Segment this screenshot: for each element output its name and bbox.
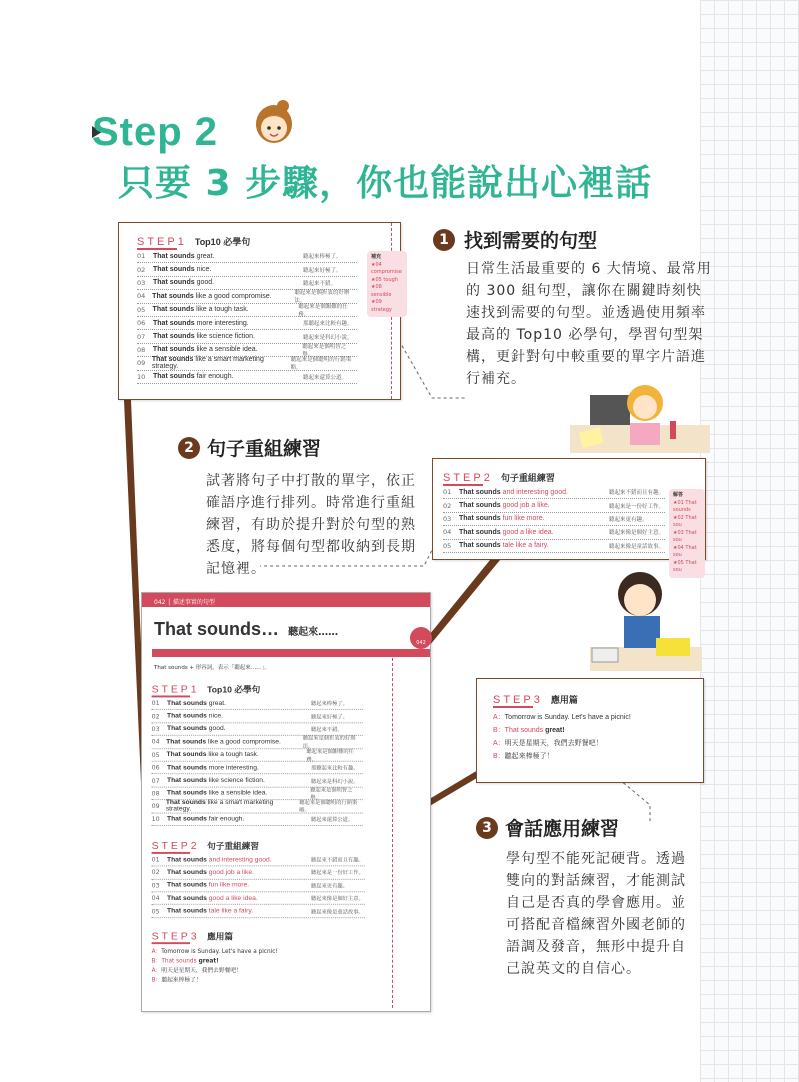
description-line: 速找到需要的句型。並透過使用頻率 xyxy=(466,305,706,321)
row-number: 05 xyxy=(151,907,160,915)
step2-list xyxy=(443,486,665,553)
row-sentence xyxy=(167,856,311,863)
row-translation: 聽起來是個明智之舉。 xyxy=(302,343,347,358)
row-rest: like a smart marketing strategy. xyxy=(165,799,274,813)
speaker: A： xyxy=(493,714,505,721)
row-translation: 聽起來是一份好工作。 xyxy=(609,503,665,510)
row-translation: 聽起來不錯。 xyxy=(310,727,343,733)
side-note-item: ★09 strategy xyxy=(371,299,392,313)
row-translation: 聽起來像是童話故事。 xyxy=(310,909,364,915)
row-rest: and interesting good. xyxy=(500,488,568,496)
speaker: A： xyxy=(151,947,162,955)
row-sentence xyxy=(167,895,311,902)
preview-step1-label: STEP1 Top10 必學句 xyxy=(151,683,261,696)
row-number: 04 xyxy=(443,528,452,537)
list-item xyxy=(443,486,665,499)
row-sentence xyxy=(153,373,303,380)
row-translation: 聽起來像是個好主意。 xyxy=(310,896,364,903)
row-keyword: That sounds xyxy=(153,319,195,327)
row-translation: 聽起來是一份好工作。 xyxy=(310,870,364,877)
row-keyword: That sounds xyxy=(152,306,195,314)
dialogue-text: That sounds xyxy=(504,727,544,734)
row-translation: 聽起來是科幻小說。 xyxy=(303,334,353,341)
row-rest: great. xyxy=(206,699,226,707)
row-sentence xyxy=(152,293,294,300)
row-rest: like a tough task. xyxy=(194,306,249,314)
row-sentence xyxy=(167,816,311,823)
row-sentence xyxy=(153,279,303,286)
speaker: B： xyxy=(493,727,505,734)
page-tag-bar: 042 │ 描述事實的句型 xyxy=(142,593,430,607)
side-note-item: ★01 That sounds xyxy=(673,499,697,513)
row-translation: 聽起來好極了。 xyxy=(310,714,348,721)
row-rest: like a good compromise. xyxy=(206,738,281,746)
list-item xyxy=(152,813,363,826)
row-rest: good. xyxy=(194,279,215,287)
row-translation: 那聽起來比較有趣。 xyxy=(310,765,359,772)
row-keyword: That sounds xyxy=(166,882,207,889)
row-sentence xyxy=(167,713,311,720)
preview-step3-label: STEP3 應用篇 xyxy=(151,930,234,943)
row-rest: like science fiction. xyxy=(206,777,265,784)
row-sentence xyxy=(167,869,311,876)
section-description xyxy=(206,470,416,580)
description-line: 悉度，將每個句型都收納到長期 xyxy=(206,539,416,555)
list-item xyxy=(152,749,363,762)
row-keyword: That sounds xyxy=(166,764,207,771)
page-badge: 042 xyxy=(410,627,432,649)
description-line: 自己是否真的學會應用。並 xyxy=(506,895,686,911)
speaker: A： xyxy=(151,967,162,974)
description-line: 行補充。 xyxy=(466,371,526,387)
row-rest: more interesting. xyxy=(206,764,259,771)
description-line: 日常生活最重要的 6 大情境、最常用 xyxy=(466,261,712,277)
row-translation: 聽起來棒極了。 xyxy=(303,254,342,261)
row-keyword: That sounds xyxy=(153,252,195,260)
row-sentence xyxy=(153,253,303,260)
row-translation: 那聽起來比較有趣。 xyxy=(303,321,353,328)
row-keyword: That sounds xyxy=(153,279,195,287)
side-note-item: ★04 compromise xyxy=(371,261,402,275)
list-item xyxy=(443,513,665,526)
side-note-item: ★02 That sou xyxy=(673,514,697,528)
preview-step2-label: STEP2 句子重組練習 xyxy=(151,840,259,852)
side-note-item: ★04 That sou xyxy=(673,544,697,558)
row-number: 10 xyxy=(137,372,146,381)
row-translation: 聽起來像是童話故事。 xyxy=(609,543,665,550)
step1-side-note: 補充 ★04 compromise ★05 tough ★08 sensible ★09 strategy xyxy=(367,251,407,317)
row-sentence xyxy=(153,306,299,313)
row-keyword: That sounds xyxy=(166,738,207,746)
row-rest: tale like a fairy. xyxy=(206,907,254,915)
row-keyword: That sounds xyxy=(459,488,501,496)
description-line: 最高的 Top10 必學句，學習句型架 xyxy=(466,327,704,343)
headline: 只要 3 步驟，你也能說出心裡話 xyxy=(118,163,653,204)
row-rest: nice. xyxy=(206,712,223,720)
row-translation: 聽起來不錯。 xyxy=(303,280,337,287)
row-translation: 聽起來更有趣。 xyxy=(310,883,348,890)
step1-list xyxy=(137,250,357,384)
row-translation: 聽起來是個聰明的行銷策略。 xyxy=(299,800,358,814)
row-number: 04 xyxy=(151,738,160,746)
section-description xyxy=(466,258,712,390)
section-number: 2 xyxy=(178,437,200,459)
list-item xyxy=(152,800,363,813)
row-keyword: That sounds xyxy=(459,542,501,550)
boy-phone-illustration xyxy=(590,559,705,672)
row-keyword: That sounds xyxy=(166,751,207,759)
row-rest: like a good compromise. xyxy=(193,292,272,300)
description-line: 可搭配音檔練習外國老師的 xyxy=(506,917,686,933)
description-line: 語調及發音，無形中提升自 xyxy=(506,939,686,955)
row-translation: 聽起來是個折衷的好辦法。 xyxy=(302,736,356,750)
row-sentence xyxy=(153,346,302,353)
page-title: That sounds… xyxy=(154,619,279,639)
row-rest: good job a like. xyxy=(206,869,255,876)
row-keyword: That sounds xyxy=(166,699,207,707)
row-sentence xyxy=(153,320,303,327)
row-keyword: That sounds xyxy=(166,856,207,864)
row-keyword: That sounds xyxy=(165,799,206,807)
row-rest: great. xyxy=(194,252,215,260)
row-keyword: That sounds xyxy=(459,515,501,523)
list-item xyxy=(152,854,365,867)
row-number: 04 xyxy=(137,292,146,301)
row-rest: good. xyxy=(206,725,226,733)
preview-divider xyxy=(392,653,393,1008)
row-translation: 聽起來不錯而且有趣。 xyxy=(310,857,364,864)
row-sentence xyxy=(167,751,307,758)
preview-step1-list xyxy=(152,697,363,826)
dialogue-text: That sounds xyxy=(161,957,197,965)
row-rest: good a like idea. xyxy=(206,894,258,902)
section-description xyxy=(506,848,686,980)
preview-step2-list xyxy=(152,854,365,918)
step-title: Step 2 xyxy=(92,110,219,154)
row-translation: 聽起來棒極了。 xyxy=(310,701,348,708)
list-item xyxy=(443,526,665,539)
step3-card xyxy=(476,678,704,783)
list-item xyxy=(137,263,357,276)
row-number: 06 xyxy=(137,319,146,328)
step2-card xyxy=(432,458,706,573)
row-rest: fair enough. xyxy=(206,815,245,823)
list-item xyxy=(443,499,665,512)
dialogue-line xyxy=(493,711,691,724)
row-keyword: That sounds xyxy=(166,712,207,720)
row-number: 08 xyxy=(151,789,160,798)
dialogue-line xyxy=(152,956,409,966)
row-number: 01 xyxy=(151,699,160,708)
row-keyword: That sounds xyxy=(166,815,207,823)
row-number: 07 xyxy=(137,332,146,341)
row-sentence xyxy=(167,700,311,707)
row-keyword: That sounds xyxy=(459,502,501,510)
description-line: 確語序進行排列。時常進行重組 xyxy=(206,495,416,511)
side-note-item: ★03 That sou xyxy=(673,529,697,543)
row-number: 01 xyxy=(443,488,452,497)
speaker: A： xyxy=(493,740,505,747)
row-translation: 聽起來是個聰明的行銷策略。 xyxy=(290,357,352,372)
row-number: 02 xyxy=(443,501,452,510)
speaker: B： xyxy=(151,976,162,984)
row-sentence xyxy=(153,333,303,340)
speaker: B： xyxy=(151,957,162,965)
dialogue-rest: great! xyxy=(543,727,565,734)
row-rest: like science fiction. xyxy=(194,333,255,341)
list-item xyxy=(137,371,357,384)
row-sentence xyxy=(167,764,311,771)
row-number: 02 xyxy=(137,265,146,274)
row-translation: 聽起來還算公道。 xyxy=(310,817,354,823)
row-translation: 聽起來更有趣。 xyxy=(609,516,648,523)
row-sentence xyxy=(167,908,311,915)
row-number: 09 xyxy=(137,359,146,368)
row-sentence xyxy=(167,790,310,797)
list-item xyxy=(152,710,363,723)
row-rest: good a like idea. xyxy=(500,528,554,536)
dialogue-line xyxy=(152,976,409,986)
row-number: 03 xyxy=(443,514,452,523)
description-line: 構，更針對句中較重要的單字片語進 xyxy=(466,349,706,365)
row-rest: tale like a fairy. xyxy=(500,542,549,550)
step2-side-note: 解答 ★01 That sounds ★02 That sou ★03 That sou ★04 That sou ★05 That sou xyxy=(669,489,705,578)
row-keyword: That sounds xyxy=(166,777,207,784)
row-sentence xyxy=(167,726,311,733)
row-number: 03 xyxy=(151,881,160,890)
dialogue-line xyxy=(493,737,691,750)
section-number: 3 xyxy=(476,817,498,839)
section-number: 1 xyxy=(433,229,455,251)
row-translation: 聽起來是個艱難的任務。 xyxy=(298,303,348,318)
list-item xyxy=(152,905,365,918)
row-translation: 聽起來是個折衷的好辦法。 xyxy=(294,290,350,305)
list-item xyxy=(137,250,357,263)
dialogue-text: Tomorrow is Sunday. Let's have a picnic! xyxy=(161,947,278,955)
row-keyword: That sounds xyxy=(153,266,195,274)
dialogue-line xyxy=(152,947,409,957)
step3-label: STEP3 應用篇 xyxy=(493,694,578,706)
row-rest: fair enough. xyxy=(194,373,234,381)
row-sentence xyxy=(166,799,299,812)
list-item xyxy=(443,540,665,553)
row-keyword: That sounds xyxy=(152,346,195,354)
row-keyword: That sounds xyxy=(153,333,195,341)
row-sentence xyxy=(153,266,303,273)
row-translation: 聽起來像是個好主意。 xyxy=(609,530,665,537)
row-sentence xyxy=(459,529,609,536)
section-title: 找到需要的句型 xyxy=(464,230,598,252)
dialogue-line xyxy=(493,724,691,737)
row-number: 07 xyxy=(151,776,160,785)
row-number: 02 xyxy=(151,712,160,721)
side-note-item: ★05 That sou xyxy=(673,559,697,573)
row-sentence xyxy=(459,502,609,509)
row-keyword: That sounds xyxy=(152,292,194,300)
description-line: 雙向的對話練習，才能測試 xyxy=(506,873,686,889)
row-number: 08 xyxy=(137,345,146,354)
row-keyword: That sounds xyxy=(166,725,207,733)
row-number: 06 xyxy=(151,763,160,772)
dialogue-text: Tomorrow is Sunday. Let's have a picnic! xyxy=(504,714,631,721)
row-number: 10 xyxy=(151,815,160,823)
row-rest: good job a like. xyxy=(500,502,550,510)
dialogue-rest: great! xyxy=(196,957,219,965)
row-sentence xyxy=(459,542,609,549)
row-translation: 聽起來好極了。 xyxy=(303,267,342,274)
page-title-area xyxy=(142,607,430,649)
list-item xyxy=(137,304,357,317)
list-item xyxy=(152,762,363,775)
description-line: 試著將句子中打散的單字，依正 xyxy=(206,473,416,489)
page-preview xyxy=(141,592,431,1012)
step1-label: STEP1 Top10 必學句 xyxy=(137,236,251,248)
row-rest: like a sensible idea. xyxy=(206,789,268,797)
row-number: 05 xyxy=(443,541,452,550)
description-line: 練習，有助於提升對於句型的熟 xyxy=(206,517,416,533)
row-translation: 聽起來是科幻小說。 xyxy=(310,778,359,785)
row-sentence xyxy=(459,515,609,522)
row-rest: nice. xyxy=(194,266,212,274)
row-translation: 聽起來不錯而且有趣。 xyxy=(609,490,665,497)
row-translation: 聽起來是個艱難的任務。 xyxy=(306,749,354,763)
list-item xyxy=(152,697,363,710)
row-sentence xyxy=(166,739,303,746)
row-number: 03 xyxy=(151,725,160,733)
row-keyword: That sounds xyxy=(166,789,207,797)
row-sentence xyxy=(459,489,609,496)
row-keyword: That sounds xyxy=(459,528,501,536)
list-item xyxy=(152,880,365,893)
row-number: 03 xyxy=(137,278,146,287)
row-rest: and interesting good. xyxy=(206,856,272,864)
description-line: 學句型不能死記硬背。透過 xyxy=(506,851,686,867)
step3-lines xyxy=(493,708,691,763)
row-number: 09 xyxy=(151,802,160,811)
row-rest: like a sensible idea. xyxy=(194,346,258,354)
step1-card xyxy=(118,222,401,400)
dialogue-line xyxy=(493,750,691,763)
page-formula: That sounds + 形容詞，表示「聽起來……」。 xyxy=(154,665,271,671)
row-keyword: That sounds xyxy=(166,869,207,876)
section-title: 會話應用練習 xyxy=(505,818,620,840)
list-item xyxy=(137,357,357,370)
section-title: 句子重組練習 xyxy=(207,438,322,460)
row-translation: 聽起來還算公道。 xyxy=(303,374,348,381)
row-keyword: That sounds xyxy=(151,356,194,364)
row-sentence xyxy=(167,777,311,784)
dialogue-text: 明天是星期天，我們去野餐吧！ xyxy=(161,967,242,974)
side-note-item: ★08 sensible xyxy=(371,284,392,298)
row-translation: 聽起來是個明智之舉。 xyxy=(310,787,353,802)
page-pink-bar xyxy=(152,649,430,657)
row-keyword: That sounds xyxy=(166,894,207,902)
row-rest: fun like more. xyxy=(206,882,250,889)
row-rest: fun like more. xyxy=(500,515,545,523)
dialogue-text: 聽起來棒極了！ xyxy=(161,976,202,984)
row-rest: like a tough task. xyxy=(206,751,259,759)
page-title-zh: 聽起來…… xyxy=(288,627,339,638)
row-sentence xyxy=(152,356,291,370)
row-rest: like a smart marketing strategy. xyxy=(151,356,264,371)
row-keyword: That sounds xyxy=(153,373,195,381)
dialogue-text: 聽起來棒極了！ xyxy=(504,753,554,760)
step2-label: STEP2 句子重組練習 xyxy=(443,472,555,484)
list-item xyxy=(152,892,365,905)
list-item xyxy=(152,867,365,880)
description-line: 己說英文的自信心。 xyxy=(506,961,641,977)
row-number: 01 xyxy=(137,252,146,261)
girl-laptop-illustration xyxy=(570,375,715,455)
row-number: 05 xyxy=(137,305,146,314)
side-note-item: ★05 tough xyxy=(371,276,398,283)
speaker: B： xyxy=(493,753,505,760)
row-number: 04 xyxy=(151,894,160,903)
description-line: 記憶裡。 xyxy=(206,561,266,577)
preview-step3-lines xyxy=(152,944,409,985)
description-line: 的 300 組句型，讓你在關鍵時刻快 xyxy=(466,283,702,299)
row-number: 05 xyxy=(151,750,160,759)
list-item xyxy=(137,317,357,330)
dialogue-text: 明天是星期天，我們去野餐吧！ xyxy=(504,740,603,747)
row-number: 01 xyxy=(151,855,160,864)
row-keyword: That sounds xyxy=(166,907,207,915)
row-rest: more interesting. xyxy=(194,319,249,327)
dialogue-line xyxy=(152,966,409,976)
row-number: 02 xyxy=(151,868,160,877)
row-sentence xyxy=(167,882,311,889)
